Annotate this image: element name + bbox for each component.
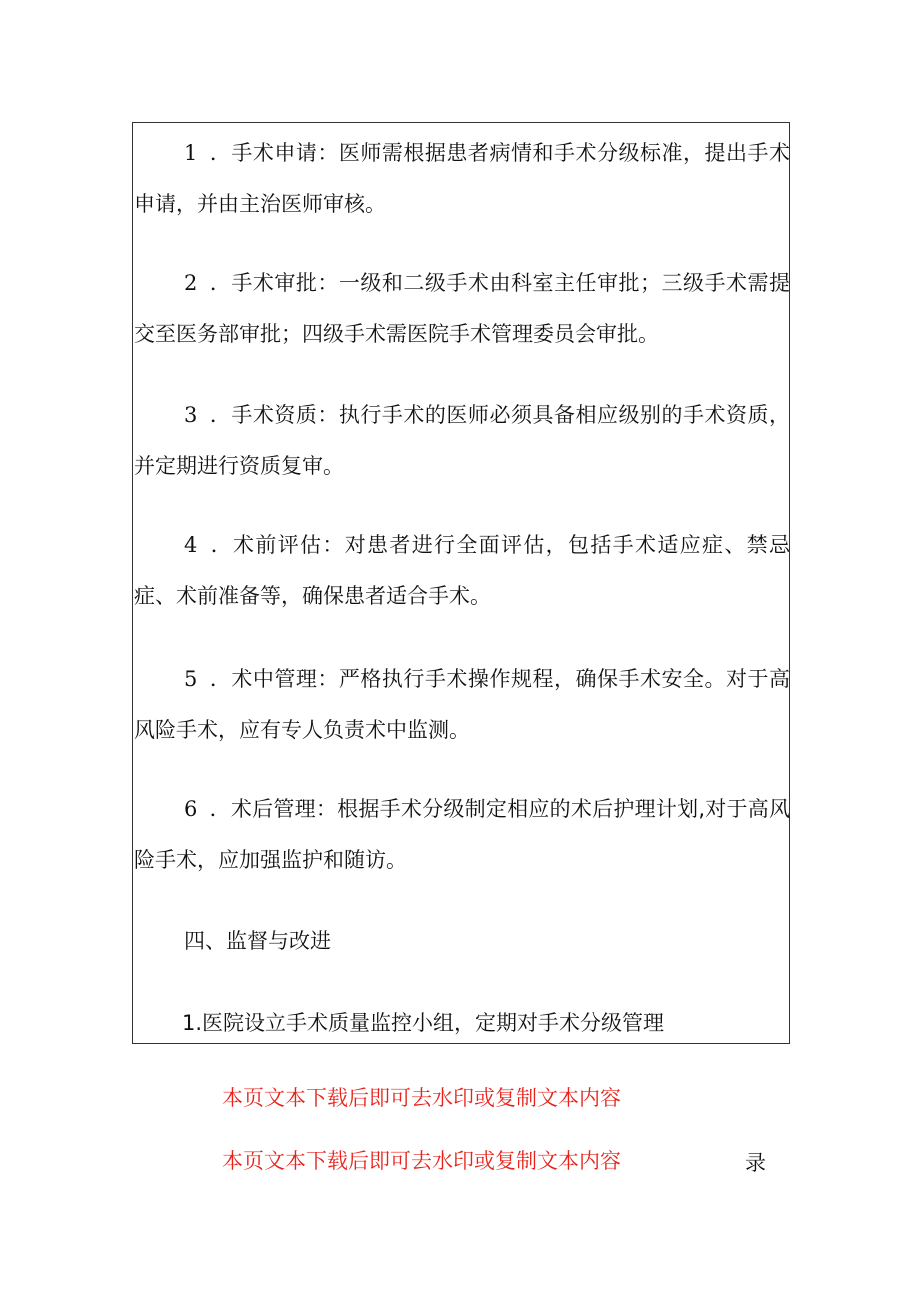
trailing-character: 录 xyxy=(745,1151,766,1175)
list-item xyxy=(134,390,790,492)
watermark-notice: 本页文本下载后即可去水印或复制文本内容 xyxy=(222,1149,621,1173)
list-item xyxy=(134,258,790,360)
item-number: 3 xyxy=(184,403,198,427)
item-number: 2 xyxy=(184,271,198,295)
item-text: ．术后管理：根据手术分级制定相应的术后护理计划,对于高风险手术，应加强监护和随访。 xyxy=(134,797,790,872)
item-number: 5 xyxy=(184,667,198,691)
item-text: ．术中管理：严格执行手术操作规程，确保手术安全。对于高风险手术，应有专人负责术中监测。 xyxy=(134,667,790,742)
item-number: 4 xyxy=(184,533,198,557)
section-heading: 四、监督与改进 xyxy=(184,929,331,953)
list-item xyxy=(134,128,790,230)
list-item xyxy=(134,654,790,756)
item-text: ．术前评估：对患者进行全面评估，包括手术适应症、禁忌症、术前准备等，确保患者适合手术。 xyxy=(134,533,790,608)
list-item xyxy=(134,784,790,886)
last-list-item: 1.医院设立手术质量监控小组，定期对手术分级管理 xyxy=(182,1011,665,1035)
list-item xyxy=(134,520,790,622)
item-number: 1 xyxy=(184,141,198,165)
item-text: ．手术申请：医师需根据患者病情和手术分级标准，提出手术申请，并由主治医师审核。 xyxy=(134,141,790,216)
watermark-notice: 本页文本下载后即可去水印或复制文本内容 xyxy=(222,1086,621,1110)
item-text: ．手术审批：一级和二级手术由科室主任审批；三级手术需提交至医务部审批；四级手术需医院手术管理委员会审批。 xyxy=(134,271,790,346)
item-text: ．手术资质：执行手术的医师必须具备相应级别的手术资质，并定期进行资质复审。 xyxy=(134,403,790,478)
item-number: 6 xyxy=(184,797,198,821)
